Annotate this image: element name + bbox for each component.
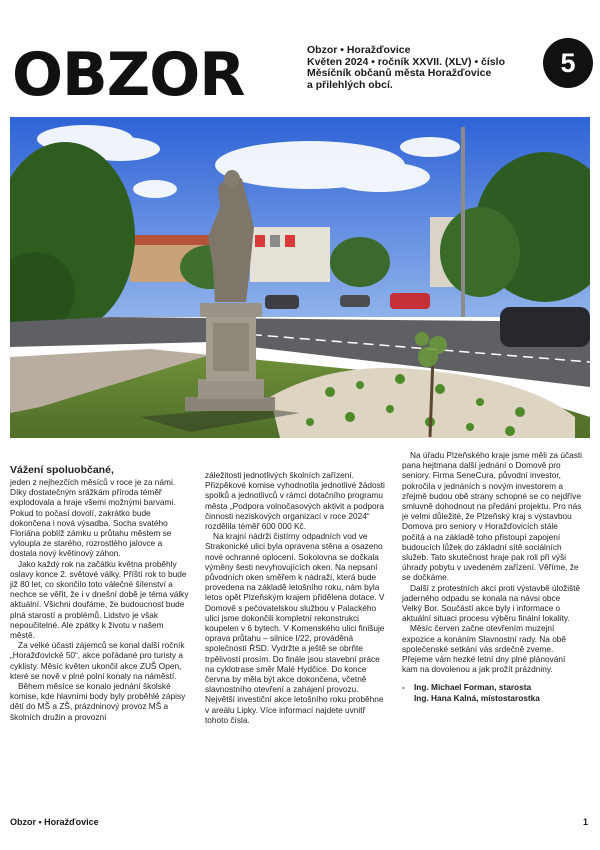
article-column-3 <box>402 450 582 703</box>
paragraph: Měsíc červen začne otevřením muzejní expozice a konáním Slavnostní rady. Na obě společenské setkání vás srdečně zveme. Přejeme vám hezké letní dny plné plánování kam na dovolenou a jak prožít prázdniny. <box>402 623 567 675</box>
meta-line-2: Květen 2024 • ročník XXVII. (XLV) • číslo <box>307 55 505 68</box>
paragraph: Za velké účasti zájemců se konal další ročník „Horažďovické 50“, akce pořádané pro turisty a cyklisty. Měsíc květen ukončil akce ZUŠ Open, které se nově v plné polní konaly na náměstí. <box>10 640 185 681</box>
paragraph: Během měsíce se konalo jednání školské komise, kde hlavními body byly proběhlé zápisy dětí do MŠ a ZŠ, prázdninový provoz MŠ a školních družin a provozní <box>10 681 186 722</box>
obzor-logo: OBZOR <box>12 40 245 110</box>
page-footer <box>10 817 590 827</box>
paragraph: záležitosti jednotlivých školních zařízení. Přizpěkové komise vyhodnotila jednotlivé žádosti spolků a jednotlivců v rámci dotačního programu města „Podpora volnočasových aktivit a podpora činnosti neziskových organizací v roce 2024“ rozdělila téměř 600 000 Kč. <box>205 470 385 532</box>
paragraph: Jako každý rok na začátku května proběhly oslavy konce 2. světové války. Příští rok to bude již 80 let, co skončilo toto válečné šílenství a nechce se věřit, že i v dnešní době je téma války aktuální. Všichni doufáme, že budoucnost bude plná starostí a problémů. Lidstvo je však nepoučitelné. Ale zpátky k životu v našem městě. <box>10 558 189 641</box>
lamp-post <box>461 127 465 317</box>
paragraph: Další z protestních akcí proti výstavbě úložiště jaderného odpadu se konala na návsi obce Velký Bor. Součástí akce byly i informace o aktuální situaci procesu výběru finální lokality. <box>402 582 581 624</box>
meta-line-3: Měsíčník občanů města Horažďovice <box>307 67 492 79</box>
signature-dash: - <box>402 682 405 693</box>
masthead <box>10 40 590 110</box>
paragraph: Na úřadu Plzeňského kraje jsme měli za účasti pana hejtmana další jednání o Domově pro seniory. Firma SeneCura, původní investor, pokročila v jednáních s novým investorem a zřejmě budou obě strany schopné se co nejdříve smluvně dohodnout na předání projektu. Pro nás je velmi důležité, že Plzeňský kraj s výstavbou Domova pro seniory v Horažďovicích stále počítá a na základě toho přistoupí zapojení budoucích lůžek do základní sítě sociálních služeb. Tato skutečnost hraje pak roli při výši úhrady pobytu v uvedeném zařízení. Věříme, že se dočkáme. <box>402 450 583 583</box>
meta-line-1: Obzor • Horažďovice <box>307 44 411 56</box>
meta-line-4: a přilehlých obcí. <box>307 78 393 91</box>
paragraph: Na krajní nádrži čistírny odpadních vod ve Strakonické ulici byla opravena stěna a osazeno nové ochranné oplocení. Sokolovna se dočkala výměny šesti nevyhovujících oken. Na nepsaní původních oken směřem k nádraží, která bude provedena na základě letošního roku, nám byla letos opět Plzeňským krajem přidělena dotace. V Domově s pečovatelskou službou v Palackého ulici jsme dokončili kompletní rekonstrukci koupelen v 6 bytech. V Komenského ulici finišuje oprava průtahu – silnice I/22, prováděná společností ŘSD. Vydržte a ještě se obrňte trpělivostí prosím. Do finále jsou stavební práce na cyklotrase směr Malé Hydčice. Do konce června by měla být akce dokončena, včetně slavnostního otevření a zahájení provozu. Největší investiční akce letošního roku proběhne v areálu Lipky. Více informací najdete uvnitř tohoto čísla. <box>205 531 385 725</box>
footer-publication: Obzor • Horažďovice <box>10 817 99 827</box>
signature-block <box>402 682 582 703</box>
article-column-1 <box>10 463 190 722</box>
article-column-2 <box>205 470 385 725</box>
greeting-heading: Vážení spoluobčané, <box>10 464 114 476</box>
masthead-meta <box>307 45 505 91</box>
signature-deputy: Ing. Hana Kalná, místostarostka <box>414 692 540 703</box>
cover-photo <box>10 117 590 438</box>
signature-mayor: Ing. Michael Forman, starosta <box>414 682 532 693</box>
page-number: 1 <box>582 817 588 827</box>
paragraph: jeden z nejhezčích měsíců v roce je za námi. Díky dostatečným srážkám příroda téměř explodovala a hraje všemi možnými barvami. Pokud to počasí dovolí, zakrátko bude dokončena i nová výsadba. Socha svatého Floriána poblíž zámku u průtahu městem se vyloupla ze starého, rozrostlého jalovce a dostala nový květinový záhon. <box>10 477 176 559</box>
issue-number-badge: 5 <box>543 38 593 88</box>
